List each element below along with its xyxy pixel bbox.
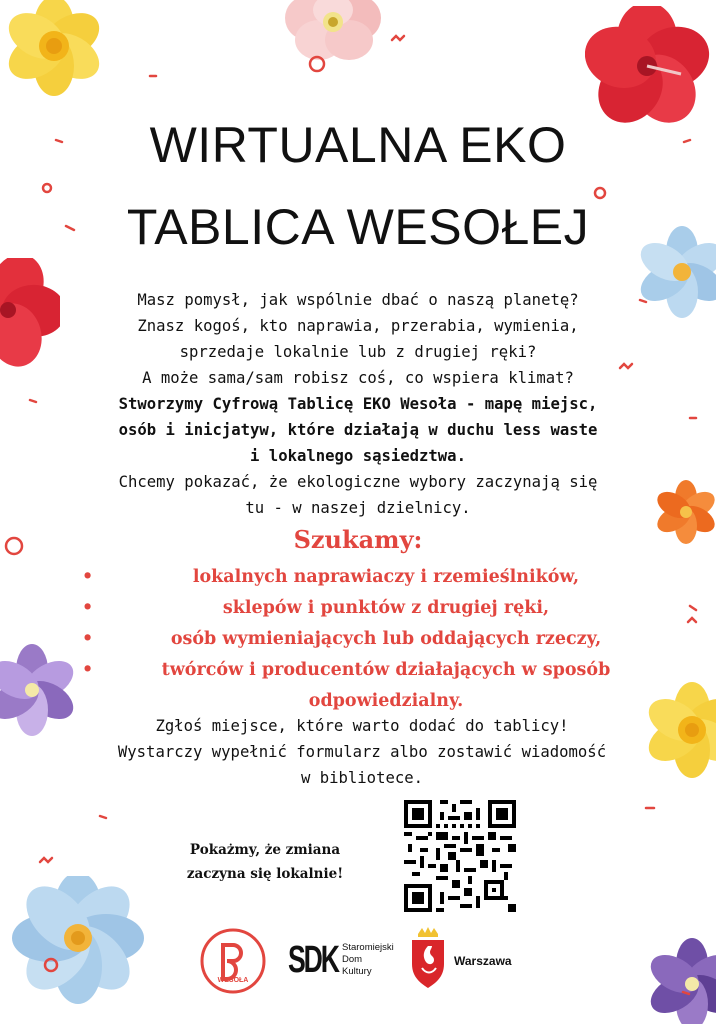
sdk-mark: SDK: [288, 939, 338, 981]
poster-title-line-2: TABLICA WESOŁEJ: [126, 199, 590, 255]
intro-line: Znasz kogoś, kto naprawia, przerabia, wymienia,: [137, 317, 579, 335]
outro-text: [62, 713, 662, 791]
wanted-list-item: [82, 655, 670, 717]
wanted-heading: Szukamy:: [293, 525, 423, 554]
wanted-list-item: [82, 562, 670, 593]
sdk-name-line: Kultury: [342, 966, 372, 977]
warsaw-coat-of-arms-icon: [408, 926, 448, 990]
wesola-logo-text: WESOŁA: [217, 977, 249, 984]
wanted-list-item: [82, 624, 670, 655]
qr-code-icon[interactable]: [404, 800, 516, 912]
intro-text: [72, 287, 644, 521]
sdk-name-line: Staromiejski: [342, 942, 394, 953]
wesola-logo: [199, 927, 267, 995]
warszawa-name: Warszawa: [454, 954, 512, 968]
bullet-icon: •: [82, 660, 94, 680]
bullet-icon: •: [82, 629, 94, 649]
slogan: [170, 838, 360, 886]
sdk-name: [342, 942, 394, 978]
intro-bold-line: Stworzymy Cyfrową Tablicę EKO Wesoła - mapę miejsc,: [118, 395, 598, 413]
wanted-list: [82, 562, 670, 717]
intro-line: Masz pomysł, jak wspólnie dbać o naszą planetę?: [137, 291, 579, 309]
sdk-name-line: Dom: [342, 954, 363, 965]
wanted-item-text: osób wymieniających lub oddających rzeczy,: [170, 629, 602, 649]
outro-line: Wystarczy wypełnić formularz albo zostawić wiadomość: [117, 743, 607, 761]
intro-line: tu - w naszej dzielnicy.: [245, 499, 471, 517]
intro-line: Chcemy pokazać, że ekologiczne wybory zaczynają się: [118, 473, 598, 491]
sdk-logo: [288, 938, 394, 982]
outro-line: Zgłoś miejsce, które warto dodać do tablicy!: [155, 717, 569, 735]
intro-line: A może sama/sam robisz coś, co wspiera klimat?: [142, 369, 574, 387]
bullet-icon: •: [82, 598, 94, 618]
intro-bold-line: osób i inicjatyw, które działają w duchu less waste: [118, 421, 598, 439]
intro-line: sprzedaje lokalnie lub z drugiej ręki?: [179, 343, 537, 361]
outro-line: w bibliotece.: [300, 769, 424, 787]
slogan-line: Pokażmy, że zmiana: [189, 842, 341, 858]
bullet-icon: •: [82, 567, 94, 587]
wanted-item-text: lokalnych naprawiaczy i rzemieślników,: [192, 567, 580, 587]
wanted-item-text: sklepów i punktów z drugiej ręki,: [222, 598, 550, 618]
wanted-item-text: twórców i producentów działających w sposób odpowiedzialny.: [161, 660, 611, 711]
poster-title-line-1: WIRTUALNA EKO: [149, 117, 567, 173]
intro-bold-line: i lokalnego sąsiedztwa.: [250, 447, 466, 465]
wanted-list-item: [82, 593, 670, 624]
warszawa-logo: [408, 926, 528, 990]
slogan-line: zaczyna się lokalnie!: [186, 866, 344, 882]
